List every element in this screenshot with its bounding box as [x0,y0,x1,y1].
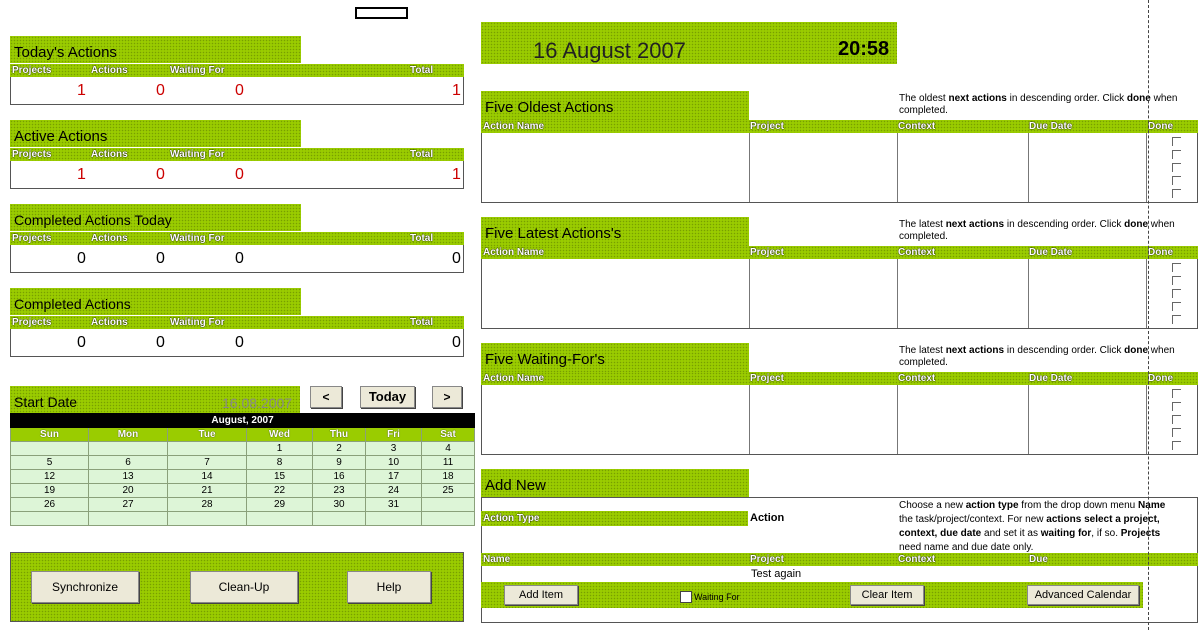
latest-table-body [481,259,1198,329]
col-due-date: Due Date [1029,121,1073,132]
latest-note [899,219,1194,243]
waiting-for-label: Waiting For [694,592,740,602]
todays-actions-header [10,36,301,63]
day-header: Sat [422,428,475,442]
add-new-header [481,469,749,498]
help-bold: Name [1138,500,1166,511]
col-due-date: Due Date [1029,373,1073,384]
col-waiting: Waiting For [170,317,225,328]
help-bold: waiting for [1040,528,1092,539]
page-break-line [1148,0,1149,630]
completed-today-header [10,204,301,231]
oldest-columns [481,120,1198,133]
done-checkbox[interactable] [1172,189,1181,198]
col-context: Context [898,373,936,384]
note-bold: done [1124,345,1149,356]
active-actions-title: Active Actions [14,128,108,145]
active-waiting-value: 0 [235,166,244,183]
done-checkbox[interactable] [1172,289,1181,298]
completed-actions-values [10,329,464,357]
calendar-day[interactable]: 27 [89,498,168,512]
calendar-day[interactable] [247,512,313,526]
help-text: the task/project/context. For new [899,514,1047,525]
note-text: in descending order. Click [1006,93,1127,104]
waiting-table-body [481,385,1198,455]
calendar-day[interactable] [313,512,366,526]
col-context: Context [898,554,936,565]
calendar-day[interactable]: 2 [313,442,366,456]
note-text: in descending order. Click [1004,345,1125,356]
prev-month-button[interactable]: < [310,386,342,408]
calendar-day[interactable] [422,512,475,526]
note-text: The oldest [899,93,949,104]
calendar-day[interactable]: 7 [168,456,247,470]
calendar-day[interactable]: 31 [366,498,422,512]
waiting-for-title: Five Waiting-For's [485,351,605,368]
day-header: Fri [366,428,422,442]
note-text: The latest [899,219,946,230]
completed-today-columns [10,232,464,245]
action-type-label-text: Action Type [483,513,540,524]
col-actions: Actions [91,233,128,244]
done-checkbox[interactable] [1172,150,1181,159]
done-checkbox[interactable] [1172,163,1181,172]
calendar-month: August, 2007 [11,414,475,428]
calendar-grid [10,413,475,526]
active-total-value: 1 [452,166,461,183]
active-actions-header [10,120,301,147]
day-header: Tue [168,428,247,442]
col-projects: Projects [12,317,52,328]
done-checkbox[interactable] [1172,428,1181,437]
calendar-day[interactable] [168,442,247,456]
calendar-day[interactable]: 24 [366,484,422,498]
col-context: Context [898,247,936,258]
calendar-day[interactable] [89,442,168,456]
todays-actions-values [10,77,464,105]
current-time: 20:58 [838,38,890,60]
calendar-day[interactable]: 14 [168,470,247,484]
calendar-day[interactable]: 15 [247,470,313,484]
add-item-button[interactable]: Add Item [504,585,578,605]
waiting-for-header [481,343,749,372]
help-button[interactable]: Help [347,571,431,603]
calendar-day[interactable]: 3 [366,442,422,456]
active-actions-columns [10,148,464,161]
current-date: 16 August 2007 [533,38,686,63]
calendar-day[interactable]: 5 [11,456,89,470]
calendar-day[interactable]: 4 [422,442,475,456]
calendar-day[interactable]: 19 [11,484,89,498]
action-type-label [481,511,748,526]
todays-actions-title: Today's Actions [14,44,117,61]
calendar-day[interactable] [89,512,168,526]
col-actions: Actions [91,65,128,76]
col-action-name: Action Name [483,247,545,258]
done-checkbox[interactable] [1172,176,1181,185]
help-text: , if so. [1091,528,1121,539]
calendar-day[interactable] [11,442,89,456]
col-total: Total [410,65,434,76]
completed-today-waiting-value: 0 [235,250,244,267]
col-projects: Projects [12,149,52,160]
today-button[interactable]: Today [360,386,415,408]
done-checkbox[interactable] [1172,137,1181,146]
oldest-actions-header [481,91,749,120]
col-name: Name [483,554,511,565]
calendar-day[interactable]: 20 [89,484,168,498]
completed-projects-value: 0 [77,334,86,351]
calendar-day[interactable]: 25 [422,484,475,498]
done-checkbox[interactable] [1172,402,1181,411]
calendar-day[interactable]: 9 [313,456,366,470]
col-due-date: Due Date [1029,247,1073,258]
help-bold: actions select a project, context, due date [899,514,1160,539]
calendar-day[interactable] [168,512,247,526]
note-text: when completed. [899,219,1175,242]
calendar-day[interactable]: 1 [247,442,313,456]
col-done: Done [1148,373,1173,384]
calendar-day[interactable] [366,512,422,526]
calendar-day[interactable]: 17 [366,470,422,484]
col-projects: Projects [12,65,52,76]
oldest-table-body [481,133,1198,203]
date-header [481,22,897,64]
selection-box [355,7,408,19]
waiting-for-checkbox[interactable] [680,591,692,603]
col-total: Total [410,149,434,160]
calendar-day[interactable]: 13 [89,470,168,484]
calendar-day[interactable]: 12 [11,470,89,484]
note-bold: next actions [945,219,1005,230]
day-header: Mon [89,428,168,442]
latest-columns [481,246,1198,259]
calendar-day[interactable]: 18 [422,470,475,484]
completed-today-projects-value: 0 [77,250,86,267]
calendar-day[interactable]: 29 [247,498,313,512]
done-checkbox[interactable] [1172,389,1181,398]
col-project: Project [750,121,784,132]
col-actions: Actions [91,149,128,160]
help-bold: Projects [1120,528,1161,539]
completed-actions-title: Completed Actions [14,296,131,312]
todays-total-value: 1 [452,82,461,99]
oldest-actions-title: Five Oldest Actions [485,99,614,116]
todays-actions-columns [10,64,464,77]
done-checkbox[interactable] [1172,302,1181,311]
oldest-note [899,93,1194,117]
calendar-day[interactable] [422,498,475,512]
completed-actions-value: 0 [156,334,165,351]
synchronize-button[interactable]: Synchronize [31,571,139,603]
col-project: Project [750,247,784,258]
completed-actions-columns [10,316,464,329]
advanced-calendar-button[interactable]: Advanced Calendar [1027,585,1139,605]
completed-today-values [10,245,464,273]
start-date-label: Start Date [14,394,78,410]
col-actions: Actions [91,317,128,328]
done-checkbox[interactable] [1172,441,1181,450]
active-actions-value: 0 [156,166,165,183]
note-bold: next actions [948,93,1007,104]
done-checkbox[interactable] [1172,263,1181,272]
add-new-help [899,499,1179,555]
completed-actions-header [10,288,301,315]
completed-today-actions-value: 0 [156,250,165,267]
start-date-value: 16.08.2007 [222,395,293,411]
active-projects-value: 1 [77,166,86,183]
action-type-select[interactable]: Action [750,512,785,524]
col-context: Context [898,121,936,132]
note-text: when completed. [899,345,1175,368]
note-bold: done [1124,219,1149,230]
help-text: Choose a new [899,500,966,511]
done-checkbox[interactable] [1172,276,1181,285]
day-header: Wed [247,428,313,442]
completed-total-value: 0 [452,334,461,351]
col-project: Project [750,373,784,384]
calendar-day[interactable]: 11 [422,456,475,470]
calendar-day[interactable] [11,512,89,526]
note-text: The latest [899,345,946,356]
calendar-day[interactable]: 28 [168,498,247,512]
todays-projects-value: 1 [77,82,86,99]
help-text: and set it as [981,528,1041,539]
help-text: need name and due date only. [899,542,1034,553]
done-checkbox[interactable] [1172,315,1181,324]
note-text: in descending order. Click [1004,219,1125,230]
calendar-day[interactable]: 30 [313,498,366,512]
calendar-day[interactable]: 26 [11,498,89,512]
completed-today-title: Completed Actions Today [14,212,172,228]
note-bold: done [1126,93,1151,104]
todays-waiting-value: 0 [235,82,244,99]
col-total: Total [410,317,434,328]
col-done: Done [1148,121,1173,132]
col-project: Project [750,554,784,565]
add-new-title: Add New [485,477,546,494]
todays-actions-value: 0 [156,82,165,99]
col-waiting: Waiting For [170,149,225,160]
completed-waiting-value: 0 [235,334,244,351]
col-done: Done [1148,247,1173,258]
waiting-note [899,345,1194,369]
clean-up-button[interactable]: Clean-Up [190,571,298,603]
col-waiting: Waiting For [170,233,225,244]
calendar-day[interactable]: 10 [366,456,422,470]
clear-item-button[interactable]: Clear Item [850,585,924,605]
col-projects: Projects [12,233,52,244]
project-input[interactable]: Test again [751,568,802,580]
calendar-day[interactable]: 22 [247,484,313,498]
note-bold: next actions [945,345,1005,356]
calendar-day[interactable]: 8 [247,456,313,470]
bottom-button-panel [10,552,464,622]
col-total: Total [410,233,434,244]
calendar-day[interactable]: 16 [313,470,366,484]
done-checkbox[interactable] [1172,415,1181,424]
next-month-button[interactable]: > [432,386,462,408]
col-waiting: Waiting For [170,65,225,76]
col-due: Due [1029,554,1048,565]
col-action-name: Action Name [483,373,545,384]
col-action-name: Action Name [483,121,545,132]
calendar-day[interactable]: 21 [168,484,247,498]
latest-actions-header [481,217,749,246]
help-bold: action type [965,500,1019,511]
completed-today-total-value: 0 [452,250,461,267]
add-new-columns [481,553,1198,566]
calendar-day[interactable]: 6 [89,456,168,470]
help-text: from the drop down menu [1018,500,1139,511]
calendar-day[interactable]: 23 [313,484,366,498]
active-actions-values [10,161,464,189]
latest-actions-title: Five Latest Actions's [485,225,622,242]
waiting-columns [481,372,1198,385]
day-header: Thu [313,428,366,442]
note-text: when completed. [899,93,1178,116]
day-header: Sun [11,428,89,442]
